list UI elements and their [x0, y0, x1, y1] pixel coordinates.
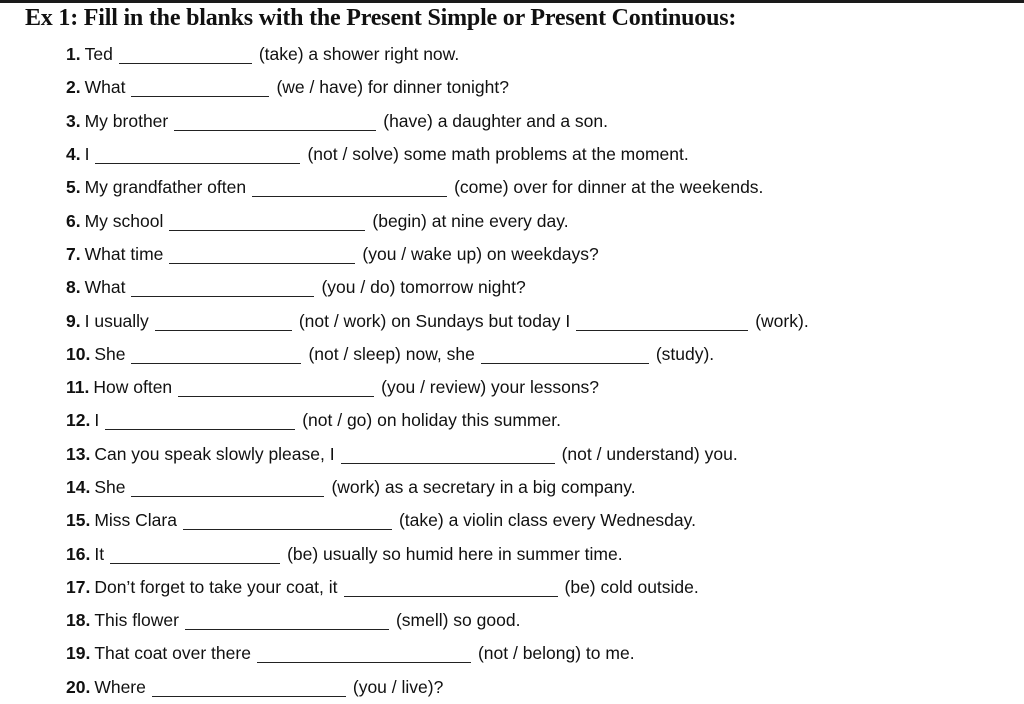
exercise-item-18 — [66, 604, 1016, 637]
item-text-after: (have) a daughter and a son. — [383, 110, 608, 131]
item-text-before: It — [94, 543, 105, 564]
answer-blank[interactable] — [131, 82, 269, 97]
item-text-after: (you / review) your lessons? — [381, 377, 600, 398]
item-number: 15. — [66, 510, 91, 531]
answer-blank[interactable] — [169, 216, 365, 231]
item-text-before: Ted — [84, 44, 113, 65]
item-text-before: That coat over there — [94, 643, 251, 664]
item-text-before: My brother — [84, 110, 169, 131]
exercise-list — [66, 38, 1016, 704]
answer-blank[interactable] — [257, 648, 471, 663]
exercise-item-13 — [66, 438, 1016, 471]
item-text-before: What — [84, 77, 126, 98]
item-text-after: (you / live)? — [352, 676, 444, 697]
answer-blank[interactable] — [152, 682, 346, 697]
exercise-item-6 — [66, 204, 1016, 237]
exercise-item-3 — [66, 105, 1016, 138]
exercise-item-15 — [66, 504, 1016, 537]
answer-blank[interactable] — [95, 149, 300, 164]
item-text-before: She — [94, 477, 126, 497]
item-text-after: (work). — [755, 310, 809, 331]
item-text-after: (begin) at nine every day. — [372, 210, 569, 231]
item-text-before: My school — [84, 210, 164, 231]
answer-blank[interactable] — [174, 116, 376, 131]
answer-blank[interactable] — [576, 316, 748, 331]
item-text-after: (study). — [655, 343, 715, 364]
exercise-item-9 — [66, 304, 1016, 337]
item-number: 3. — [66, 110, 81, 131]
answer-blank[interactable] — [178, 382, 374, 397]
answer-blank[interactable] — [131, 349, 301, 364]
item-text-before: Where — [94, 676, 146, 697]
answer-blank[interactable] — [183, 515, 392, 530]
item-text-after: (you / wake up) on weekdays? — [362, 243, 599, 264]
item-text-after: (smell) so good. — [395, 610, 521, 631]
item-text-before: This flower — [94, 610, 179, 631]
item-text-after: (take) a shower right now. — [258, 44, 460, 65]
exercise-item-10 — [66, 338, 1016, 371]
item-text-middle: (not / work) on Sundays but today I — [298, 310, 571, 331]
item-number: 17. — [66, 576, 91, 597]
answer-blank[interactable] — [119, 49, 252, 64]
item-number: 11. — [66, 377, 90, 398]
exercise-item-8 — [66, 271, 1016, 304]
exercise-title: Ex 1: Fill in the blanks with the Present Simple or Present Continuous: — [25, 5, 737, 31]
item-text-before: How often — [93, 377, 173, 398]
exercise-item-4 — [66, 138, 1016, 171]
item-text-before: I — [84, 144, 90, 165]
item-text-after: (we / have) for dinner tonight? — [276, 77, 509, 98]
item-text-after: (come) over for dinner at the weekends. — [454, 177, 764, 198]
item-number: 8. — [66, 277, 81, 298]
item-text-after: (not / go) on holiday this summer. — [302, 410, 561, 431]
item-text-before: Miss Clara — [94, 510, 177, 531]
exercise-item-17 — [66, 571, 1016, 604]
answer-blank[interactable] — [131, 482, 324, 497]
item-text-before: Don’t forget to take your coat, it — [94, 576, 338, 597]
item-text-after: (be) cold outside. — [564, 576, 699, 597]
item-number: 20. — [66, 676, 91, 697]
exercise-item-1 — [66, 38, 1016, 71]
item-text-after: (not / understand) you. — [561, 443, 738, 464]
item-number: 19. — [66, 643, 91, 664]
answer-blank[interactable] — [344, 582, 558, 597]
item-number: 6. — [66, 210, 81, 231]
exercise-item-14 — [66, 471, 1016, 504]
answer-blank[interactable] — [155, 316, 292, 331]
item-text-before: What time — [84, 243, 164, 264]
item-text-after: (be) usually so humid here in summer time. — [287, 543, 623, 564]
answer-blank[interactable] — [252, 182, 447, 197]
answer-blank[interactable] — [169, 249, 355, 264]
item-text-before: I — [94, 410, 100, 431]
item-number: 14. — [66, 477, 91, 497]
exercise-item-2 — [66, 71, 1016, 104]
exercise-item-19 — [66, 637, 1016, 670]
item-number: 2. — [66, 77, 81, 98]
exercise-item-16 — [66, 537, 1016, 570]
exercise-item-20 — [66, 671, 1016, 704]
item-text-after: (not / belong) to me. — [477, 643, 635, 664]
item-number: 12. — [66, 410, 91, 431]
item-text-after: (not / solve) some math problems at the moment. — [307, 144, 689, 165]
answer-blank[interactable] — [481, 349, 649, 364]
item-number: 13. — [66, 443, 91, 464]
item-text-before: My grandfather often — [84, 177, 247, 198]
item-text-after: (take) a violin class every Wednesday. — [398, 510, 696, 531]
exercise-item-7 — [66, 238, 1016, 271]
item-text-after: (work) as a secretary in a big company. — [331, 477, 636, 497]
item-text-after: (you / do) tomorrow night? — [321, 277, 526, 298]
answer-blank[interactable] — [131, 282, 314, 297]
item-text-middle: (not / sleep) now, she — [308, 343, 475, 364]
answer-blank[interactable] — [105, 415, 295, 430]
item-number: 18. — [66, 610, 91, 631]
item-number: 9. — [66, 310, 81, 331]
item-text-before: I usually — [84, 310, 149, 331]
exercise-item-11 — [66, 371, 1016, 404]
item-text-before: What — [84, 277, 126, 298]
exercise-item-5 — [66, 171, 1016, 204]
item-text-before: Can you speak slowly please, I — [94, 443, 335, 464]
answer-blank[interactable] — [185, 615, 389, 630]
answer-blank[interactable] — [110, 549, 280, 564]
item-number: 5. — [66, 177, 81, 198]
answer-blank[interactable] — [341, 449, 555, 464]
item-number: 10. — [66, 343, 91, 364]
item-number: 16. — [66, 543, 91, 564]
item-number: 7. — [66, 243, 81, 264]
item-text-before: She — [94, 343, 126, 364]
item-number: 1. — [66, 44, 81, 65]
item-number: 4. — [66, 144, 81, 165]
exercise-item-12 — [66, 404, 1016, 437]
